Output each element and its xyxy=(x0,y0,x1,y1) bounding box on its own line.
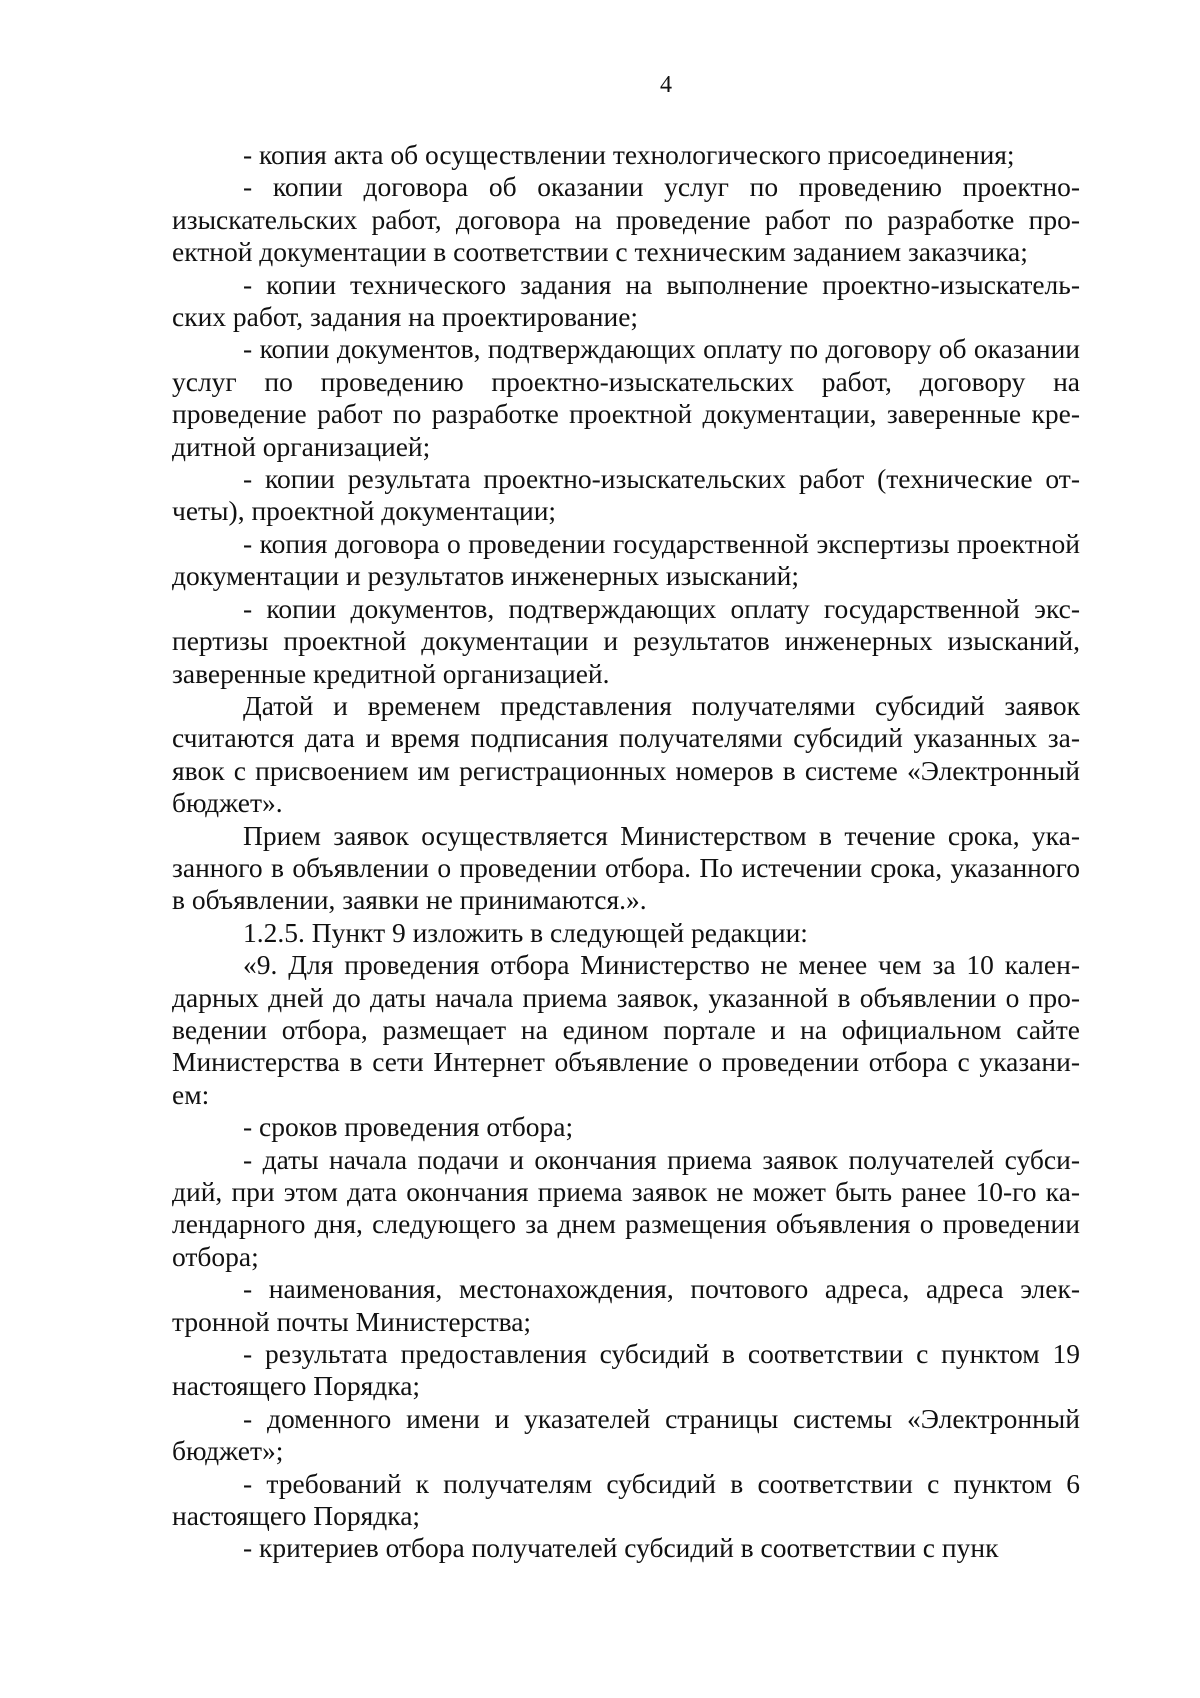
paragraph-domain-name: - доменного имени и указателей страницы системы «Электронный бюджет»; xyxy=(172,1402,1080,1467)
document-body xyxy=(172,139,1080,1565)
paragraph-application-dates: - даты начала подачи и окончания приема заявок получателей субсидий, при этом дата окончания приема заявок не может быть ранее 10-го календарного дня, следующего за днем размещения объявления о проведении отбора; xyxy=(172,1143,1080,1272)
paragraph-expertise-contract: - копия договора о проведении государственной экспертизы проектной документации и результатов инженерных изысканий; xyxy=(172,527,1080,592)
paragraph-act-copy: - копия акта об осуществлении технологического присоединения; xyxy=(243,139,1015,170)
paragraph-ministry-contacts: - наименования, местонахождения, почтового адреса, адреса электронной почты Министерства; xyxy=(172,1273,1080,1337)
paragraph-technical-task-copies: - копии технического задания на выполнение проектно-изыскательских работ, задания на проектирование; xyxy=(172,268,1080,333)
paragraph-clause-1-2-5: 1.2.5. Пункт 9 изложить в следующей редакции: xyxy=(243,916,808,948)
page-number: 4 xyxy=(660,72,672,98)
paragraph-selection-terms: - сроков проведения отбора; xyxy=(243,1111,574,1143)
paragraph-submission-date: Датой и временем представления получателями субсидий заявок считаются дата и время подписания получателями субсидий указанных заявок с присвоением им регистрационных номеров в системе «Электронный бюджет». xyxy=(172,689,1080,819)
paragraph-expertise-payment: - копии документов, подтверждающих оплату государственной экспертизы проектной документации и результатов инженерных изысканий, заверенные кредитной организацией. xyxy=(172,592,1080,689)
paragraph-survey-results: - копии результата проектно-изыскательских работ (технические отчеты), проектной документации; xyxy=(172,463,1080,527)
paragraph-application-acceptance: Прием заявок осуществляется Министерством в течение срока, указанного в объявлении о проведении отбора. По истечении срока, указанного в объявлении, заявки не принимаются.». xyxy=(172,819,1080,916)
paragraph-recipient-requirements: - требований к получателям субсидий в соответствии с пунктом 6 настоящего Порядка; xyxy=(172,1467,1080,1532)
paragraph-clause-9: «9. Для проведения отбора Министерство не менее чем за 10 календарных дней до даты начала приема заявок, указанной в объявлении о проведении отбора, размещает на едином портале и на официальном сайте Министерства в сети Интернет объявление о проведении отбора с указанием: xyxy=(172,949,1080,1110)
paragraph-payment-documents: - копии документов, подтверждающих оплату по договору об оказании услуг по проведению проектно-изыскательских работ, договору на проведение работ по разработке проектной документации, заверенные кредитной организацией; xyxy=(172,333,1080,462)
paragraph-contract-copies: - копии договора об оказании услуг по проведению проектно-изыскательских работ, договора на проведение работ по разработке проектной документации в соответствии с техническим заданием заказчика; xyxy=(172,171,1080,268)
paragraph-selection-criteria: - критериев отбора получателей субсидий в соответствии с пунк xyxy=(243,1532,999,1564)
paragraph-subsidy-result: - результата предоставления субсидий в соответствии с пунктом 19 настоящего Порядка; xyxy=(172,1338,1080,1402)
